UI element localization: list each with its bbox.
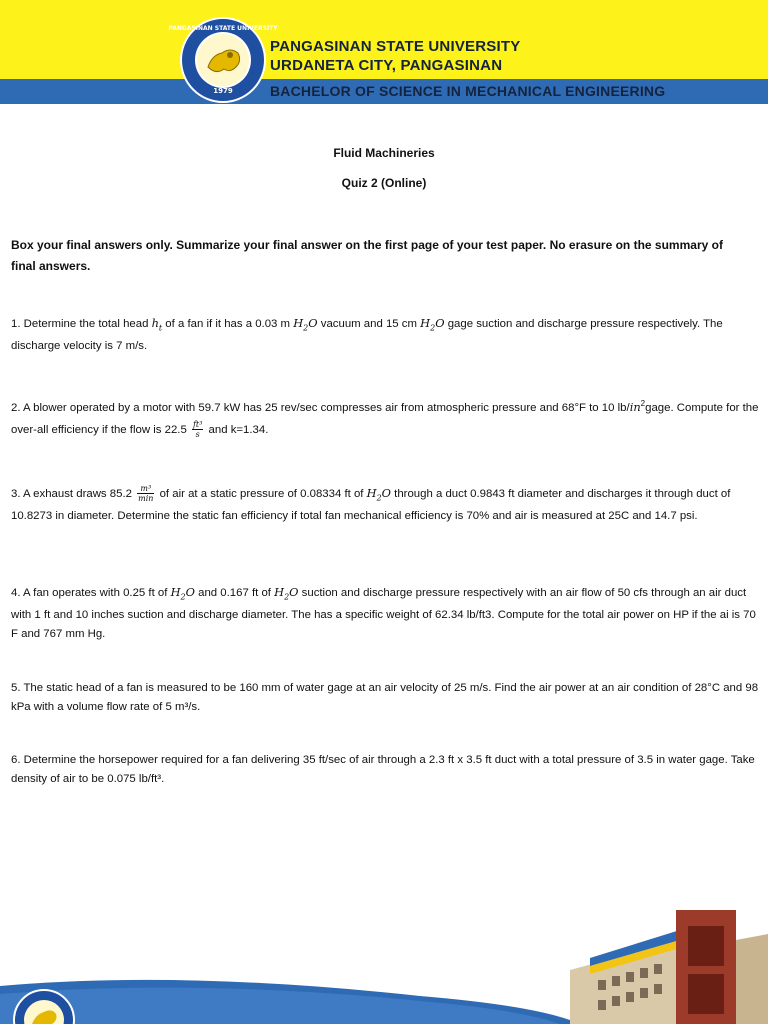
- course-title: Fluid Machineries: [333, 146, 435, 160]
- flow-fraction: $\frac{\text{m³}}{\min}$: [138, 484, 154, 504]
- question-3: 3. A exhaust draws 85.2 $\frac{\text{m³}}{\min}$ of air at a static pressure of 0.08334 ft of $H_2O$ through a duct 0.9843 ft diameter and discharges it through duct of 10.8273 in diameter. Determine the static fan efficiency if total fan mechanical efficiency is 70% and air is measured at 25C and 14.7 psi.: [11, 484, 731, 523]
- program-name: BACHELOR OF SCIENCE IN MECHANICAL ENGINEERING: [270, 83, 666, 99]
- seal-year: 1979: [213, 87, 233, 95]
- question-1: 1. Determine the total head $h_t$ of a fan if it has a 0.03 m $H_2O$ vacuum and 15 cm $H_2O$ gage suction and discharge pressure respectively. The discharge velocity is 7 m/s.: [11, 316, 723, 353]
- footer-decoration: [0, 900, 768, 1024]
- building-illustration: [570, 910, 768, 1024]
- instructions: Box your final answers only. Summarize your final answer on the first page of your test paper. No erasure on the summary of final answers.: [11, 238, 723, 273]
- university-location: URDANETA CITY, PANGASINAN: [270, 57, 503, 74]
- question-6: 6. Determine the horsepower required for a fan delivering 35 ft/sec of air through a 2.3 ft x 3.5 ft duct with a total pressure of 3.5 in water gage. Take density of air to be 0.075 lb/ft³.: [11, 754, 755, 785]
- question-2: 2. A blower operated by a motor with 59.7 kW has 25 rev/sec compresses air from atmospheric pressure and 68°F to 10 $lb/in^2gage$. Compute for the over-all efficiency if the flow is 22.5 $\frac{\text{ft³}}{s}$ and k=1.34.: [11, 399, 759, 440]
- question-4: 4. A fan operates with 0.25 ft of $H_2O$ and 0.167 ft of $H_2O$ suction and discharge pressure respectively with an air flow of 50 cfs through an air duct with 1 ft and 10 inches suction and discharge diameter. The has a specific weight of 62.34 lb/ft3. Compute for the total air power on HP if the ai is 70 F and 767 mm Hg.: [11, 585, 756, 641]
- seal-text: PANGASINAN STATE UNIVERSITY: [168, 25, 278, 32]
- question-5: 5. The static head of a fan is measured to be 160 mm of water gage at an air velocity of 25 m/s. Find the air power at an air condition of 28°C and 98 kPa with a volume flow rate of 5 m³/s.: [11, 682, 759, 713]
- quiz-title: Quiz 2 (Online): [341, 176, 427, 190]
- flow-fraction: $\frac{\text{ft³}}{s}$: [192, 420, 203, 440]
- university-name: PANGASINAN STATE UNIVERSITY: [270, 38, 521, 55]
- university-seal: [168, 17, 278, 103]
